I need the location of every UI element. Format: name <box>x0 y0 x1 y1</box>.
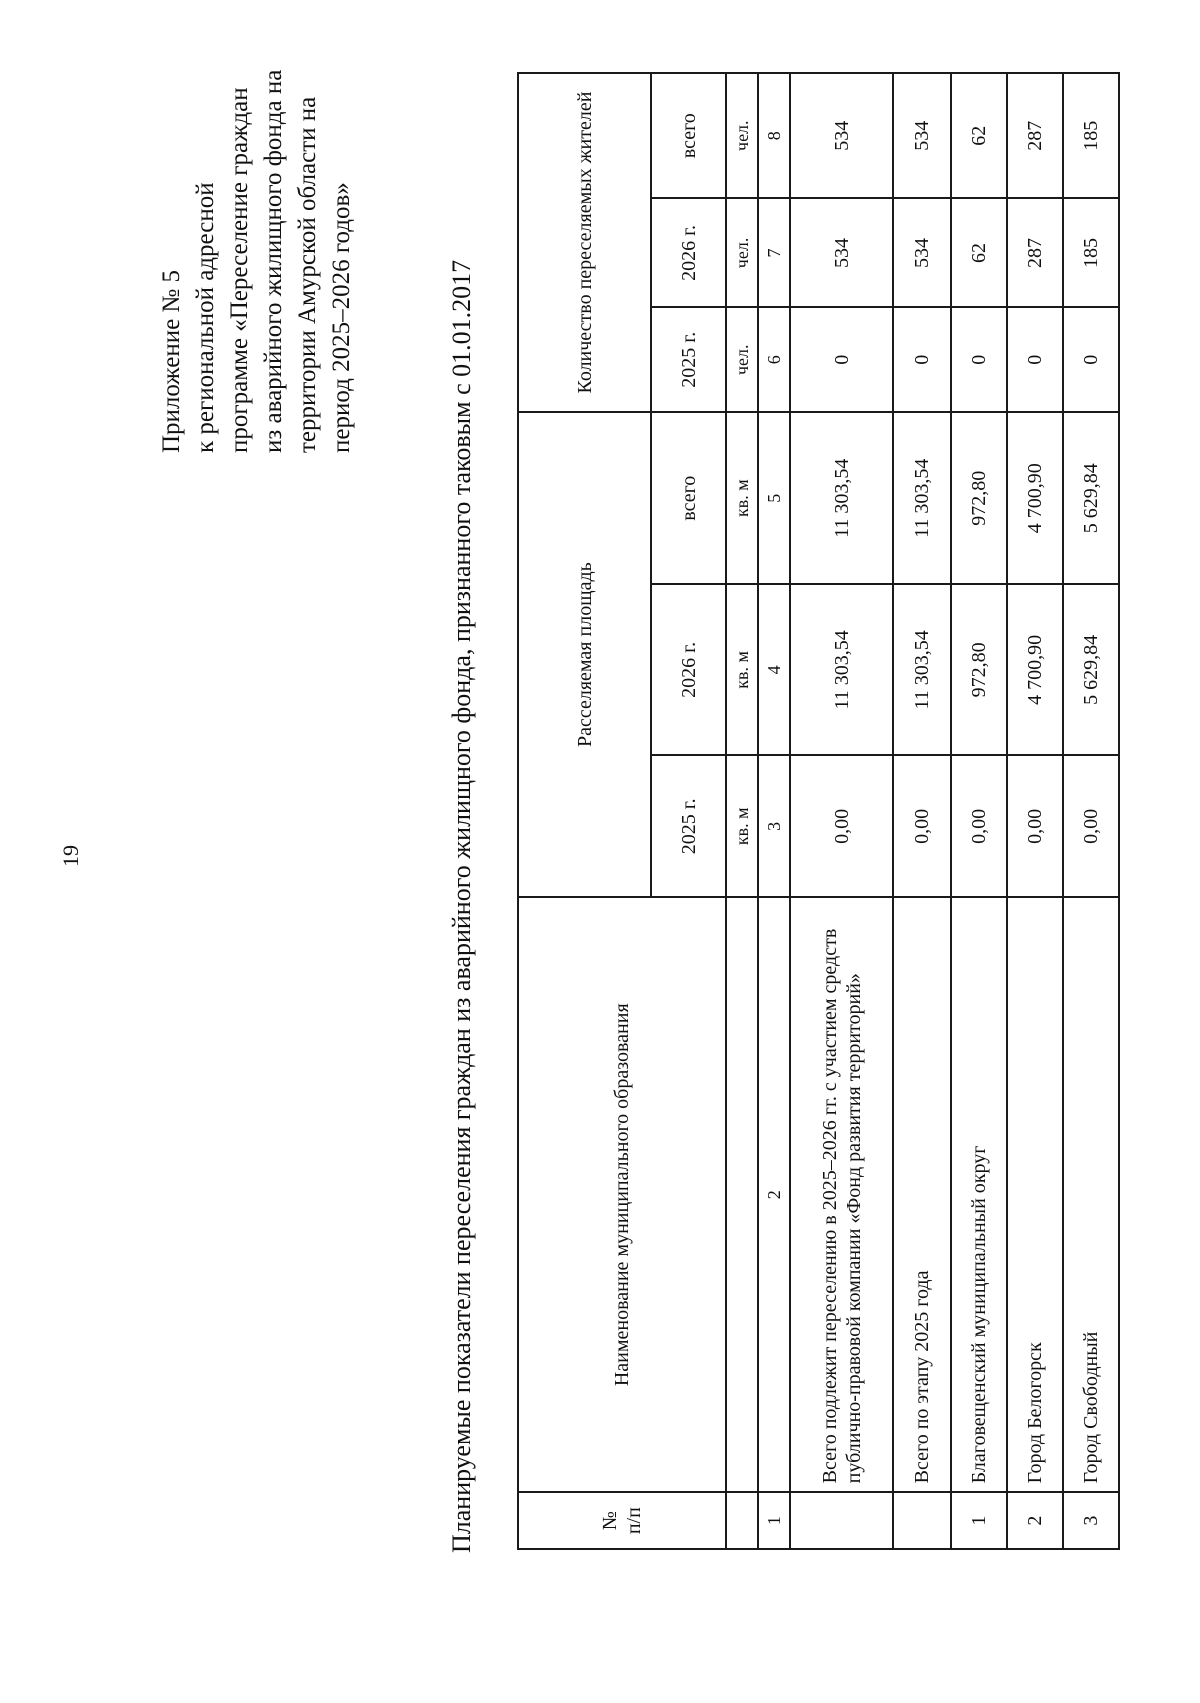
row-value: 972,80 <box>951 412 1007 584</box>
row-value: 62 <box>951 198 1007 307</box>
row-name: Город Свободный <box>1063 897 1119 1492</box>
table-row <box>1063 73 1119 1549</box>
row-value: 0 <box>1063 307 1119 412</box>
header-year: всего <box>651 73 726 198</box>
row-value: 0,00 <box>893 755 951 897</box>
row-value: 0,00 <box>790 755 893 897</box>
row-name: Город Белогорск <box>1007 897 1063 1492</box>
appendix-line: из аварийного жилищного фонда на <box>260 69 287 453</box>
row-num: 1 <box>951 1492 1007 1549</box>
header-unit-blank <box>726 897 758 1492</box>
row-value: 534 <box>893 198 951 307</box>
column-number: 6 <box>758 307 790 412</box>
header-year: 2025 г. <box>651 307 726 412</box>
row-value: 534 <box>893 73 951 198</box>
header-unit: кв. м <box>726 584 758 755</box>
column-number: 5 <box>758 412 790 584</box>
row-value: 0 <box>790 307 893 412</box>
row-value: 62 <box>951 73 1007 198</box>
appendix-note <box>155 23 359 453</box>
row-value: 0,00 <box>1063 755 1119 897</box>
header-area-group: Расселяемая площадь <box>518 412 651 897</box>
table-row <box>790 73 893 1549</box>
resettlement-table <box>517 72 1120 1550</box>
row-value: 534 <box>790 73 893 198</box>
appendix-line: программе «Переселение граждан <box>226 87 253 453</box>
appendix-line: территории Амурской области на <box>294 96 321 453</box>
row-num <box>893 1492 951 1549</box>
row-value: 287 <box>1007 73 1063 198</box>
row-num: 2 <box>1007 1492 1063 1549</box>
column-number: 3 <box>758 755 790 897</box>
row-value: 534 <box>790 198 893 307</box>
row-value: 11 303,54 <box>893 584 951 755</box>
header-year: 2026 г. <box>651 198 726 307</box>
row-value: 11 303,54 <box>893 412 951 584</box>
row-num: 3 <box>1063 1492 1119 1549</box>
header-year: 2026 г. <box>651 584 726 755</box>
row-value: 11 303,54 <box>790 584 893 755</box>
table-row <box>893 73 951 1549</box>
row-value: 11 303,54 <box>790 412 893 584</box>
header-unit-blank <box>726 1492 758 1549</box>
row-value: 4 700,90 <box>1007 412 1063 584</box>
row-name: Благовещенский муниципальный округ <box>951 897 1007 1492</box>
header-year: 2025 г. <box>651 755 726 897</box>
column-number: 7 <box>758 198 790 307</box>
column-number: 4 <box>758 584 790 755</box>
row-value: 0 <box>893 307 951 412</box>
table-row <box>1007 73 1063 1549</box>
appendix-line: период 2025–2026 годов» <box>328 182 355 453</box>
header-unit: чел. <box>726 198 758 307</box>
table-title: Планируемые показатели переселения граждан из аварийного жилищного фонда, признанного таковым с 01.01.2017 <box>447 259 476 1553</box>
row-name: Всего подлежит переселению в 2025–2026 гг. с участием средств публично-правовой компании «Фонд развития территорий» <box>790 897 893 1492</box>
header-year: всего <box>651 412 726 584</box>
appendix-line: к региональной адресной <box>192 182 219 453</box>
row-value: 185 <box>1063 198 1119 307</box>
row-value: 5 629,84 <box>1063 584 1119 755</box>
appendix-line: Приложение № 5 <box>158 269 185 453</box>
header-unit: чел. <box>726 73 758 198</box>
row-value: 0 <box>951 307 1007 412</box>
header-name: Наименование муниципального образования <box>518 897 726 1492</box>
header-unit: кв. м <box>726 412 758 584</box>
column-number: 2 <box>758 897 790 1492</box>
row-value: 5 629,84 <box>1063 412 1119 584</box>
header-people-group: Количество переселяемых жителей <box>518 73 651 412</box>
header-num: № п/п <box>518 1492 726 1549</box>
row-num <box>790 1492 893 1549</box>
page-number: 19 <box>58 845 83 867</box>
column-number: 1 <box>758 1492 790 1549</box>
row-value: 0,00 <box>1007 755 1063 897</box>
row-value: 185 <box>1063 73 1119 198</box>
row-value: 972,80 <box>951 584 1007 755</box>
row-value: 4 700,90 <box>1007 584 1063 755</box>
header-unit: кв. м <box>726 755 758 897</box>
row-value: 0 <box>1007 307 1063 412</box>
row-value: 0,00 <box>951 755 1007 897</box>
column-number: 8 <box>758 73 790 198</box>
row-value: 287 <box>1007 198 1063 307</box>
row-name: Всего по этапу 2025 года <box>893 897 951 1492</box>
header-unit: чел. <box>726 307 758 412</box>
table-row <box>951 73 1007 1549</box>
